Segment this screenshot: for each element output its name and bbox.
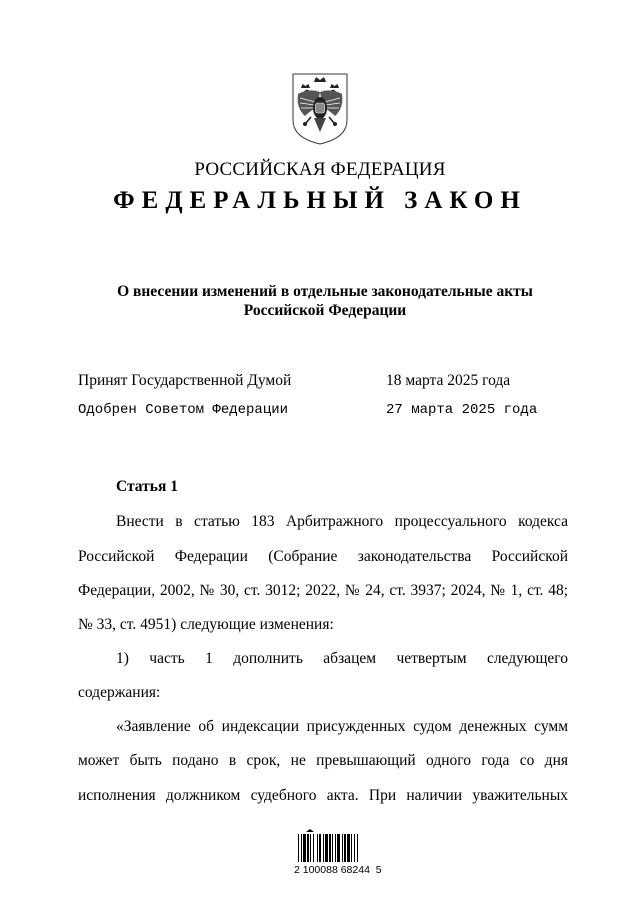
body-line: Федерации, 2002, № 30, ст. 3012; 2022, № 24, ст. 3937; 2024, № 1, ст. 48; — [78, 582, 568, 599]
council-approval-date: 27 марта 2025 года — [386, 402, 538, 418]
law-type-heading: ФЕДЕРАЛЬНЫЙ ЗАКОН — [113, 187, 527, 214]
body-line: № 33, ст. 4951) следующие изменения: — [78, 616, 334, 633]
council-approval-label: Одобрен Советом Федерации — [78, 402, 289, 418]
country-name: РОССИЙСКАЯ ФЕДЕРАЦИЯ — [194, 159, 446, 180]
article-heading: Статья 1 — [116, 478, 178, 495]
body-line: Российской Федерации (Собрание законодательства Российской — [78, 548, 568, 565]
body-line: может быть подано в срок, не превышающий одного года со дня — [78, 752, 568, 769]
law-title-line: О внесении изменений в отдельные законодательные акты — [117, 283, 533, 300]
duma-adoption-label: Принят Государственной Думой — [78, 372, 292, 389]
body-line: исполнения должником судебного акта. При наличии уважительных — [78, 787, 568, 804]
law-title — [80, 282, 570, 320]
barcode-number: 2 100088 68244 5 — [294, 864, 382, 876]
body-line: содержания: — [78, 684, 161, 701]
coat-of-arms-icon — [287, 70, 353, 146]
duma-adoption-date: 18 марта 2025 года — [386, 372, 511, 389]
body-line: 1) часть 1 дополнить абзацем четвертым следующего — [116, 650, 568, 667]
body-line: «Заявление об индексации присужденных судом денежных сумм — [116, 718, 568, 735]
body-line: Внести в статью 183 Арбитражного процессуального кодекса — [116, 513, 568, 530]
law-title-line: Российской Федерации — [243, 302, 407, 319]
